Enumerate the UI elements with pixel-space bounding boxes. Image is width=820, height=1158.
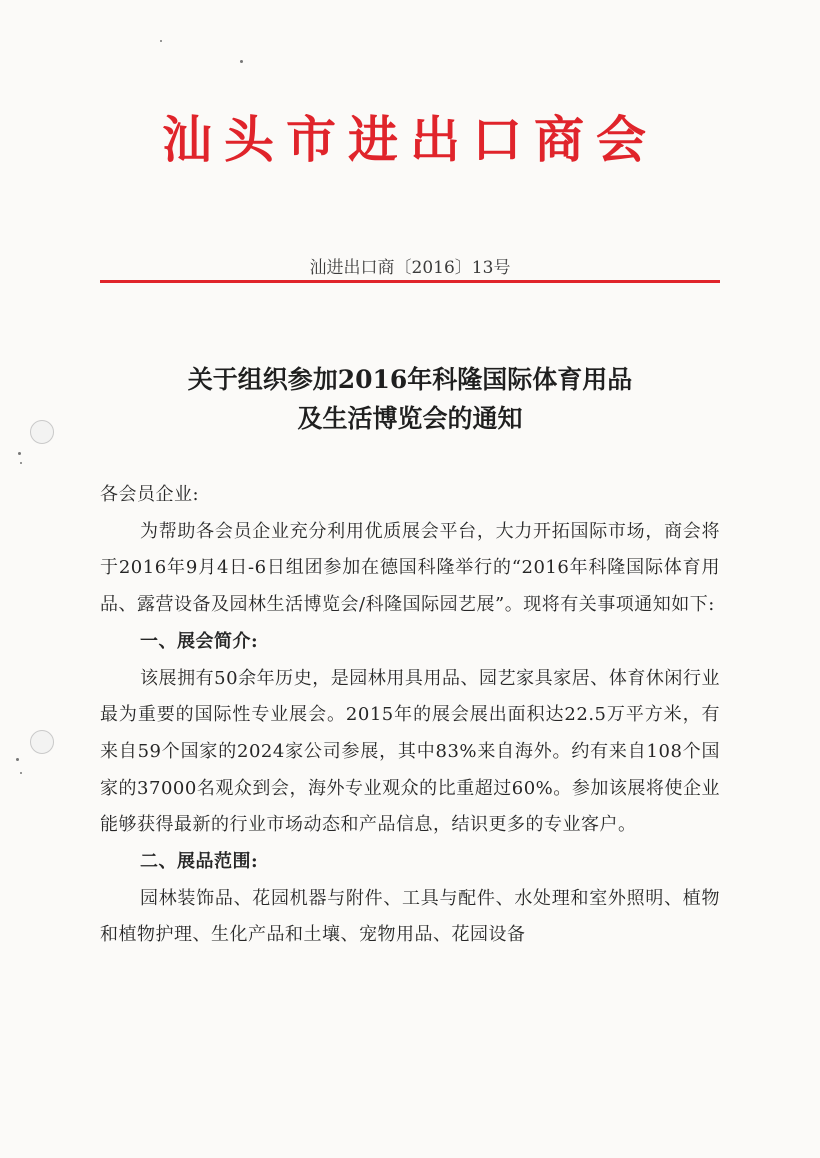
notice-title-line-1: 关于组织参加2016年科隆国际体育用品 bbox=[187, 365, 633, 394]
section-2-heading: 二、展品范围: bbox=[140, 851, 259, 873]
notice-title-line-2: 及生活博览会的通知 bbox=[297, 404, 523, 433]
scan-speck bbox=[240, 60, 243, 63]
section-1-paragraph: 该展拥有50余年历史，是园林用具用品、园艺家具家居、体育休闲行业最为重要的国际性专业展会。2015年的展会展出面积达22.5万平方米，有来自59个国家的2024家公司参展，其中83%来自海外。约有来自108个国家的37000名观众到会，海外专业观众的比重超过60%。参加该展将使企业能够获得最新的行业市场动态和产品信息，结识更多的专业客户。 bbox=[100, 667, 720, 836]
scan-speck bbox=[160, 40, 162, 42]
letterhead-organization: 汕头市进出口商会 bbox=[162, 110, 658, 169]
scan-speck bbox=[16, 758, 19, 761]
letterhead-red-rule bbox=[100, 280, 720, 283]
scan-speck bbox=[18, 452, 21, 455]
punch-hole-middle bbox=[30, 730, 54, 754]
intro-paragraph: 为帮助各会员企业充分利用优质展会平台，大力开拓国际市场，商会将于2016年9月4日-6日组团参加在德国科隆举行的“2016年科隆国际体育用品、露营设备及园林生活博览会/科隆国际园艺展”。现将有关事项通知如下: bbox=[100, 520, 720, 616]
punch-hole-top bbox=[30, 420, 54, 444]
notice-title bbox=[100, 360, 720, 438]
document-number: 汕进出口商〔2016〕13号 bbox=[309, 258, 511, 278]
section-2-paragraph: 园林装饰品、花园机器与附件、工具与配件、水处理和室外照明、植物和植物护理、生化产品和土壤、宠物用品、花园设备 bbox=[100, 887, 720, 946]
scan-speck bbox=[20, 772, 22, 774]
section-1-heading: 一、展会简介: bbox=[140, 630, 259, 652]
scan-speck bbox=[20, 462, 22, 464]
notice-body bbox=[100, 477, 720, 954]
salutation: 各会员企业: bbox=[100, 484, 200, 505]
